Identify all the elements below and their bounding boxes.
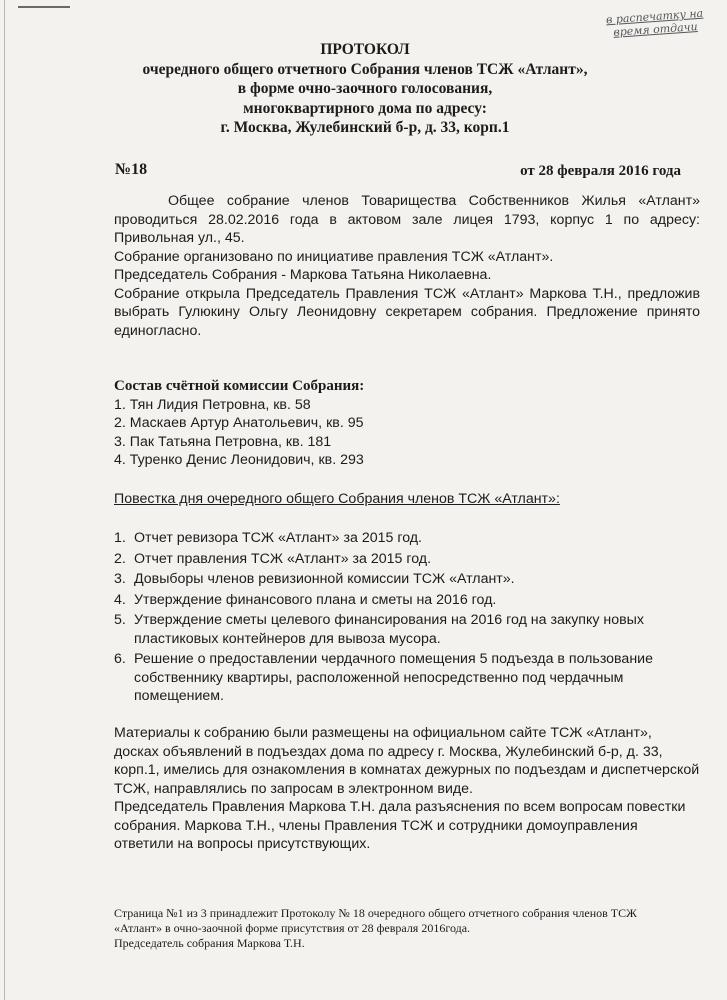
- intro-paragraph: Собрание организовано по инициативе правления ТСЖ «Атлант».: [114, 248, 554, 265]
- document-title: [95, 40, 635, 138]
- agenda-title: Повестка дня очередного общего Собрания членов ТСЖ «Атлант»:: [114, 491, 560, 507]
- agenda-title-block: [114, 490, 700, 509]
- commission-member: 4. Туренко Денис Леонидович, кв. 293: [114, 452, 364, 468]
- page-edge: [4, 0, 5, 1000]
- agenda-section: [114, 529, 700, 708]
- footer-text: Страница №1 из 3 принадлежит Протоколу № 18 очередного общего отчетного собрания членов ТСЖ «Атлант» в очно-заочной форме присутствия от 28 февраля 2016года.: [114, 906, 637, 935]
- materials-paragraph: Материалы к собранию были размещены на официальном сайте ТСЖ «Атлант», досках объявлений в подъездах дома по адресу г. Москва, Жулебинский б-р, д. 33, корп.1, имелись для ознакомления в комнатах дежурных по подъездам и диспетчерской ТСЖ, направлялись по запросам в электронном виде.: [114, 725, 700, 797]
- agenda-item: 6. Решение о предоставлении чердачного помещения 5 подъезда в пользование собственнику квартиры, расположенной непосредственно под чердачным помещением.: [114, 651, 653, 704]
- handwritten-note: в распечатку на время отдачи: [605, 6, 704, 39]
- title-line: очередного общего отчетного Собрания членов ТСЖ «Атлант»,: [142, 60, 588, 78]
- commission-member: 3. Пак Татьяна Петровна, кв. 181: [114, 433, 332, 450]
- footer-signature: Председатель собрания Маркова Т.Н.: [114, 936, 305, 950]
- commission-title: Состав счётной комиссии Собрания:: [114, 378, 365, 394]
- protocol-date: от 28 февраля 2016 года: [520, 163, 681, 179]
- agenda-item: 4. Утверждение финансового плана и сметы на 2016 год.: [114, 591, 497, 608]
- agenda-list: [114, 529, 700, 706]
- scan-mark: [18, 6, 70, 8]
- commission-member: 2. Маскаев Артур Анатольевич, кв. 95: [114, 415, 364, 431]
- chairman-line: Председатель Собрания - Маркова Татьяна Николаевна.: [114, 267, 492, 283]
- materials-paragraph: Председатель Правления Маркова Т.Н. дала разъяснения по всем вопросам повестки собрания. Маркова Т.Н., члены Правления ТСЖ и сотрудники домоуправления ответили на вопросы присутствующих.: [114, 799, 686, 852]
- title-line: ПРОТОКОЛ: [320, 41, 410, 58]
- title-line: в форме очно-заочного голосования,: [237, 80, 493, 97]
- title-line: г. Москва, Жулебинский б-р, д. 33, корп.1: [220, 119, 510, 136]
- intro-paragraph: Собрание открыла Председатель Правления ТСЖ «Атлант» Маркова Т.Н., предложив выбрать Гулюкину Ольгу Леонидовну секретарем собрания. Предложение принято единогласно.: [114, 285, 700, 339]
- title-line: многоквартирного дома по адресу:: [243, 99, 487, 117]
- commission-member: 1. Тян Лидия Петровна, кв. 58: [114, 396, 311, 413]
- agenda-item: 3. Довыборы членов ревизионной комиссии ТСЖ «Атлант».: [114, 571, 515, 587]
- page-footer: [114, 906, 684, 951]
- agenda-item: 2. Отчет правления ТСЖ «Атлант» за 2015 год.: [114, 550, 432, 567]
- agenda-item: 5. Утверждение сметы целевого финансирования на 2016 год на закупку новых пластиковых контейнеров для вывоза мусора.: [114, 612, 644, 647]
- commission-section: [114, 377, 700, 470]
- agenda-item: 1. Отчет ревизора ТСЖ «Атлант» за 2015 год.: [114, 530, 423, 546]
- intro-section: [114, 192, 700, 340]
- intro-paragraph: Общее собрание членов Товарищества Собственников Жилья «Атлант» проводиться 28.02.2016 года в актовом зале лицея 1793, корпус 1 по адресу: Привольная ул., 45.: [114, 193, 700, 246]
- protocol-number: №18: [115, 161, 148, 178]
- materials-section: [114, 724, 700, 854]
